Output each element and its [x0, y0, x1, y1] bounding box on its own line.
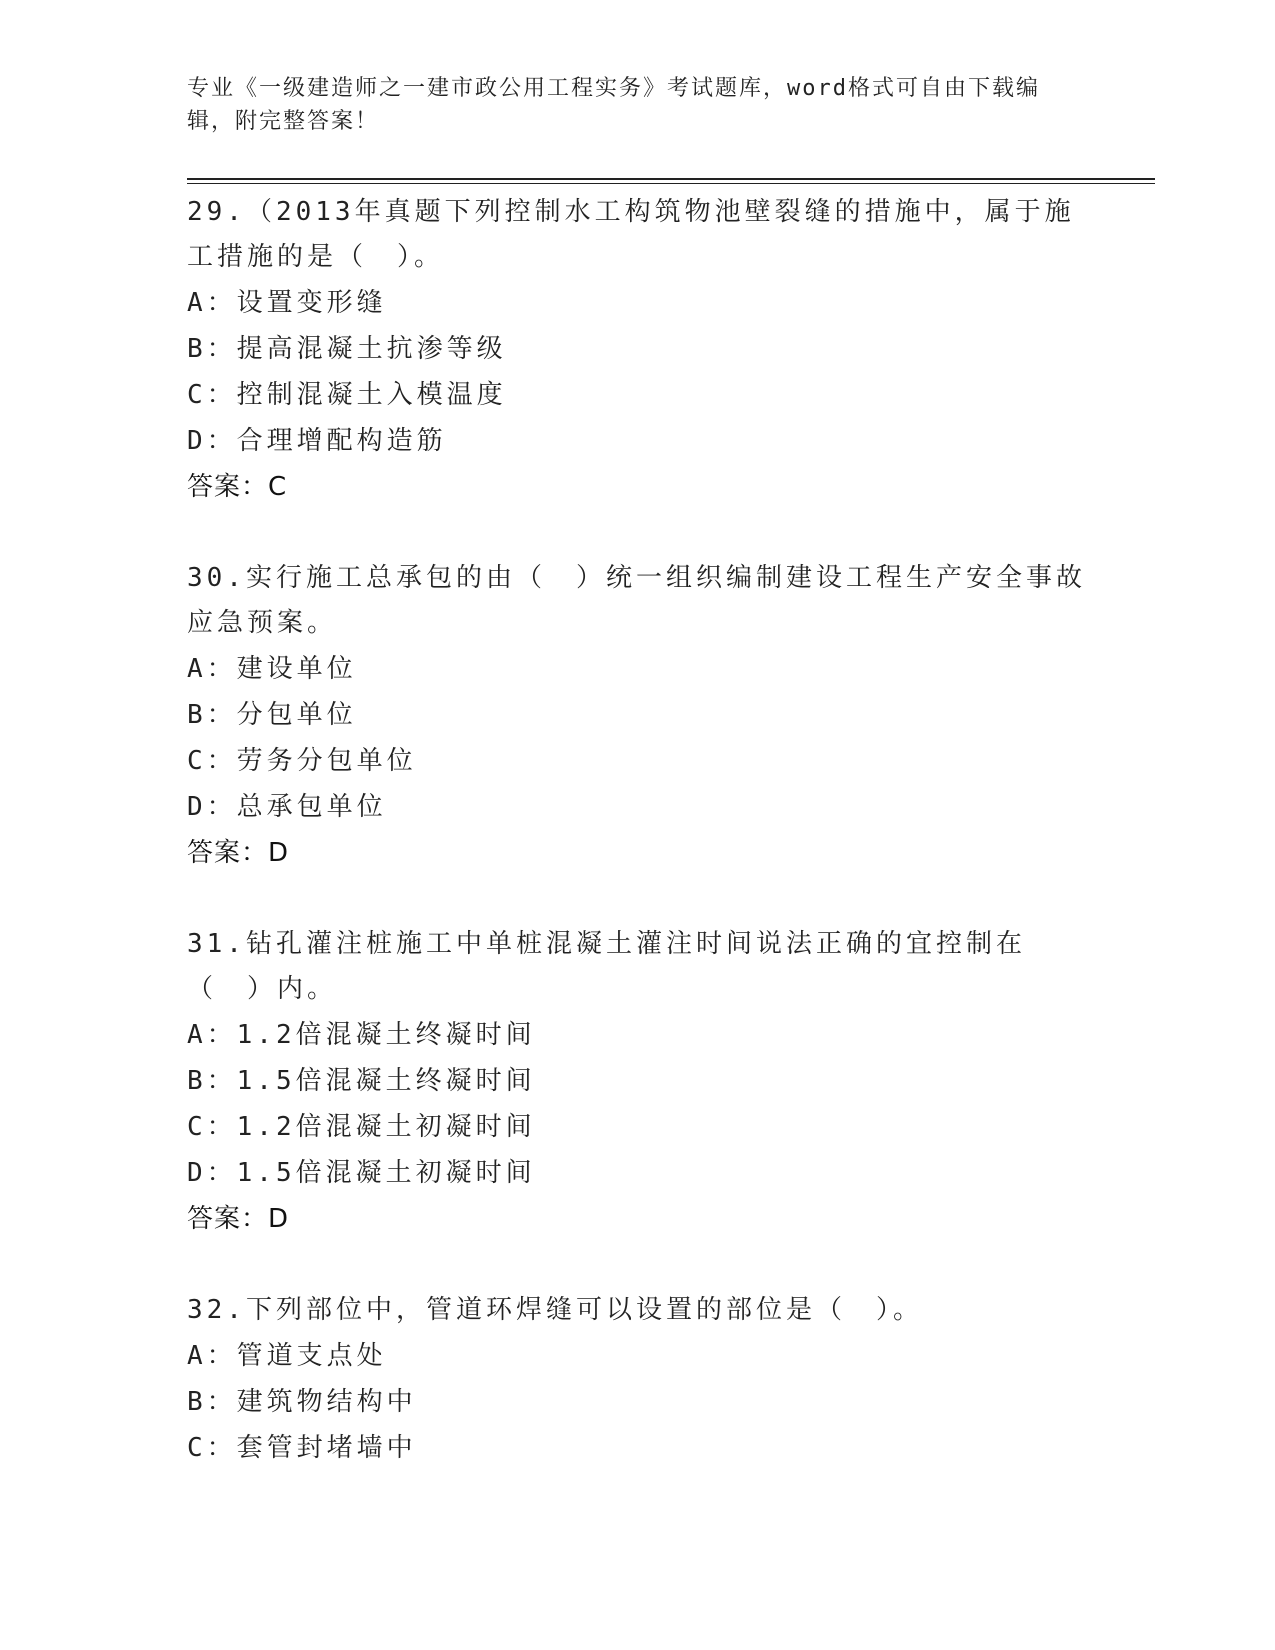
header-divider-thick: [187, 178, 1155, 180]
question-30: [187, 556, 1087, 876]
option-d: D：合理增配构造筋: [187, 426, 447, 456]
question-stem: 30.实行施工总承包的由（ ）统一组织编制建设工程生产安全事故应急预案。: [187, 563, 1086, 638]
option-d: D：1.5倍混凝土初凝时间: [187, 1158, 536, 1188]
question-29: [187, 190, 1087, 510]
question-stem: 31.钻孔灌注桩施工中单桩混凝土灌注时间说法正确的宜控制在（ ）内。: [187, 929, 1026, 1004]
answer-line: 答案：D: [187, 1204, 290, 1234]
option-a: A：管道支点处: [187, 1341, 387, 1371]
question-list: [187, 190, 1087, 1517]
question-32: [187, 1288, 1087, 1471]
option-b: B：建筑物结构中: [187, 1387, 417, 1417]
option-b: B：分包单位: [187, 700, 357, 730]
option-a: A：1.2倍混凝土终凝时间: [187, 1020, 536, 1050]
option-a: A：设置变形缝: [187, 288, 387, 318]
option-d: D：总承包单位: [187, 792, 387, 822]
option-b: B：提高混凝土抗渗等级: [187, 334, 507, 364]
question-31: [187, 922, 1087, 1242]
option-c: C：套管封堵墙中: [187, 1433, 417, 1463]
option-c: C：1.2倍混凝土初凝时间: [187, 1112, 536, 1142]
option-c: C：劳务分包单位: [187, 746, 417, 776]
option-b: B：1.5倍混凝土终凝时间: [187, 1066, 536, 1096]
answer-line: 答案：D: [187, 838, 290, 868]
answer-line: 答案：C: [187, 472, 288, 502]
header-divider-thin: [187, 183, 1155, 184]
option-a: A：建设单位: [187, 654, 357, 684]
question-stem: 29.（2013年真题下列控制水工构筑物池壁裂缝的措施中，属于施工措施的是（ ）。: [187, 197, 1075, 272]
document-header: 专业《一级建造师之一建市政公用工程实务》考试题库，word格式可自由下载编辑，附完整答案！: [187, 76, 1040, 134]
question-stem: 32.下列部位中，管道环焊缝可以设置的部位是（ ）。: [187, 1295, 923, 1325]
option-c: C：控制混凝土入模温度: [187, 380, 507, 410]
